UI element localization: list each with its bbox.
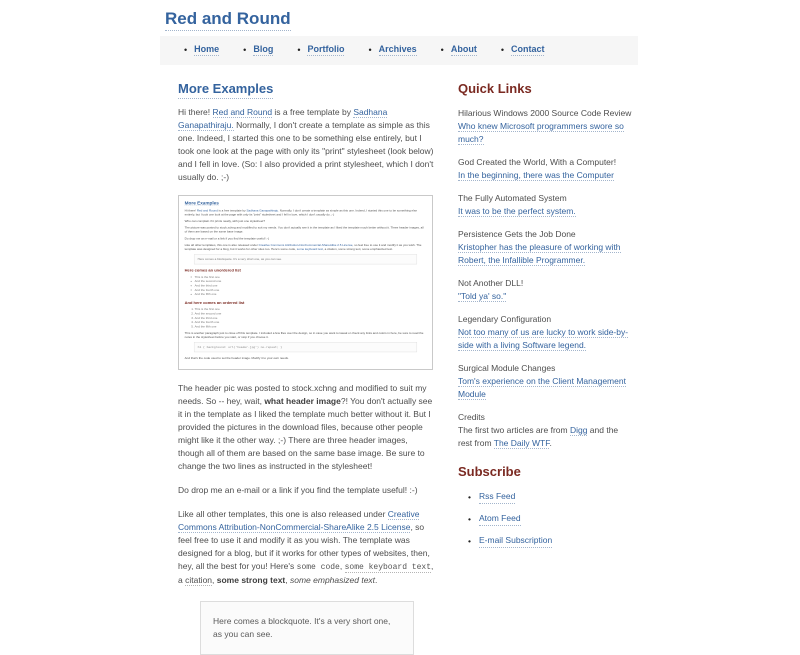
quick-link-item [458, 277, 632, 303]
quick-link-title: Hilarious Windows 2000 Source Code Review [458, 108, 632, 118]
nav-link-contact[interactable]: • Contact [510, 44, 545, 54]
email-paragraph: Do drop me an e-mail or a link if you find the template useful! :-) [178, 485, 418, 495]
nav-link-portfolio[interactable]: • Portfolio [307, 44, 345, 54]
quick-link-title: Surgical Module Changes [458, 363, 556, 373]
section-heading: More Examples [178, 81, 273, 99]
intro-text-3: Normally, I don't create a template as simple as this one. Indeed, I started this one to be something else entirely, but I took one look at the page with only its "print" stylesheet (look below) and I fell in love. (So: I also provided a print stylesheet, which I don't usually do. ;-) [178, 120, 434, 182]
thumbnail-link: Red and Round [196, 208, 218, 212]
quick-link-item [458, 156, 632, 182]
sample-kbd: some keyboard text [344, 563, 432, 572]
quick-link[interactable]: In the beginning, there was the Computer [458, 170, 614, 180]
subscribe-heading: Subscribe [458, 464, 521, 479]
nav-link-archives[interactable]: • Archives [378, 44, 417, 54]
thumbnail-ol-heading: And here comes an ordered list [184, 300, 245, 305]
quick-link-item [458, 362, 632, 401]
intro-paragraph [178, 106, 434, 184]
quick-link-title: Persistence Gets the Job Done [458, 229, 576, 239]
thumbnail-ordered-list [185, 307, 427, 329]
sample-emphasis: some emphasized text [290, 575, 376, 585]
credits-title: Credits [458, 412, 485, 422]
nav-list [184, 44, 628, 56]
quick-link[interactable]: Not too many of us are lucky to work side-by-side with a living Software legend. [458, 327, 629, 350]
quick-link[interactable]: Kristopher has the pleasure of working with Robert, the Infallible Programmer. [458, 242, 621, 265]
thumbnail-text: , a citation, some strong text, some emphasized text. [322, 247, 393, 251]
thumbnail-list-item: 2. And the second one [195, 312, 427, 316]
page-container [160, 0, 638, 655]
thumbnail-list-item: 3. And the third one [195, 316, 427, 320]
license-paragraph [178, 508, 434, 587]
sidebar [458, 81, 632, 655]
thumbnail-paragraph-5 [185, 243, 427, 251]
thumbnail-ul-heading: Here comes an unordered list [184, 267, 241, 273]
subscribe-list [458, 490, 632, 548]
thumbnail-mini-page [179, 196, 432, 370]
header-pic-text-1: The header pic was posted to stock.xchng and modified to suit my needs. So -- hey, wait, [178, 383, 427, 406]
license-text-2: , so feel free to use it and modify it as you wish. The template was designed for a blog, but if it works for other types of websites, then, hey, all the best for you! Here's [178, 522, 430, 571]
thumbnail-code-box: h1 { background: url('header.jpg') no-repeat; } [194, 342, 417, 352]
nav-item-portfolio [297, 44, 344, 56]
license-text-4: , a [178, 561, 434, 585]
thumbnail-text: Normally, I don't create a template as simple as this one. Indeed, I started this one to be something else entirely, but I took one look at the page with only its "print" stylesheet and I fell in love, which I don't usually do. ;-) [184, 208, 418, 216]
nav-link-blog[interactable]: • Blog [253, 44, 274, 54]
thumbnail-paragraph-7: And that's the code used to set the header image. Modify it to your own needs. [184, 356, 289, 360]
nav-link-home[interactable]: • Home [194, 44, 220, 54]
nav-item-contact [501, 44, 545, 56]
main-content [178, 81, 434, 655]
intro-text-2: is a free template by [272, 107, 354, 117]
thumbnail-blockquote: Here comes a blockquote. It's a very short one, as you can see. [194, 254, 417, 264]
thumbnail-link: Sadhana Ganapathiraju. [246, 208, 279, 212]
license-text-1: Like all other templates, this one is also released under [178, 509, 388, 519]
quick-link-title: God Created the World, With a Computer! [458, 157, 617, 167]
sample-citation: citation [185, 575, 213, 585]
site-header [165, 9, 638, 29]
red-and-round-link[interactable]: Red and Round [212, 107, 273, 117]
thumbnail-link: some keyboard text [296, 247, 323, 251]
nav-item-blog [243, 44, 273, 56]
quick-link[interactable]: "Told ya' so." [458, 291, 507, 301]
print-stylesheet-thumbnail [178, 195, 433, 370]
digg-link[interactable]: Digg [569, 425, 588, 435]
column-gap [434, 81, 458, 655]
thumbnail-paragraph-2: Who can complain if it prints neatly, with just one stylesheet? [184, 219, 266, 223]
thumbnail-text: , so feel free to use it and modify it as you wish. The template was designed for a blog, but it works for other sites too. Here's some code, [184, 243, 422, 251]
header-pic-text-2: ?! You don't actually see it in the template as I liked the template much better without it. But I provided the pictures in the download files, because other people might like it the other way. ;-) There are three header images, though all of them are based on the same base image. Be sure to change the two lines as instructed in the stylesheet! [178, 396, 433, 471]
license-text-6: , [285, 575, 290, 585]
intro-text-1: Hi there! [178, 107, 213, 117]
columns [160, 81, 638, 655]
quick-links-heading: Quick Links [458, 81, 532, 96]
creative-commons-link[interactable]: Creative Commons Attribution-NonCommercial-ShareAlike 2.5 License [178, 509, 420, 532]
site-title: Red and Round [165, 9, 291, 31]
thumbnail-list-item: • And the fourth one [195, 288, 427, 292]
thumbnail-list-item: • And the second one [195, 279, 427, 283]
thumbnail-list-item: 1. This is the first one [195, 307, 427, 311]
license-text-7: . [375, 575, 378, 585]
license-text-5: , [212, 575, 217, 585]
thumbnail-list-item: 5. And the fifth one [195, 324, 427, 328]
quick-link[interactable]: It was to be the perfect system. [458, 206, 576, 216]
quick-link-item [458, 228, 632, 267]
thumbnail-link: Creative Commons Attribution-NonCommercial-ShareAlike 2.5 License [258, 243, 353, 247]
sample-blockquote: Here comes a blockquote. It's a very short one, as you can see. [200, 601, 414, 655]
header-pic-paragraph [178, 382, 434, 473]
atom-feed-link[interactable]: • Atom Feed [479, 512, 521, 526]
nav-item-archives [368, 44, 416, 56]
nav-link-about[interactable]: • About [450, 44, 477, 54]
quick-link-item [458, 192, 632, 218]
thumbnail-list-item: • And the third one [195, 284, 427, 288]
sample-code: some code [296, 563, 340, 572]
quick-link-title: The Fully Automated System [458, 193, 567, 203]
sample-strong: some strong text [216, 575, 286, 585]
quick-link[interactable]: Who knew Microsoft programmers swore so much? [458, 121, 624, 144]
quick-link-item [458, 313, 632, 352]
thumbnail-paragraph-4: Do drop me an e-mail or a link if you find the template useful! :-) [184, 236, 270, 240]
credits-text-3: . [549, 438, 552, 448]
thumbnail-paragraph-1 [185, 208, 427, 216]
daily-wtf-link[interactable]: The Daily WTF [493, 438, 550, 448]
nav-item-home [184, 44, 219, 56]
credits-text-1: The first two articles are from [458, 425, 570, 435]
thumbnail-list-item: • And the fifth one [195, 292, 427, 296]
quick-link-title: Legendary Configuration [458, 314, 552, 324]
credits-item [458, 411, 632, 450]
thumbnail-paragraph-6: This is another paragraph just to close off this template. I included a few files over the design, so in case you want to tweak or check any links and colors in here, be sure to read the notes in the stylesheet before you start, or stop if you choose it. [184, 331, 424, 339]
thumbnail-text: Like all other templates, this one is also released under [184, 243, 259, 247]
section-heading-wrap [178, 81, 434, 96]
quick-link-item [458, 107, 632, 146]
thumbnail-heading: More Examples [184, 200, 219, 206]
license-text-3: , [339, 561, 345, 571]
subscribe-item-email [468, 534, 632, 548]
credits-text-2: and the rest from [458, 425, 619, 448]
thumbnail-paragraph-3: The picture was posted to stock.xchng and modified to suit my needs. You don't actually see it in the template as I liked the template much better without it. Three header images, all of them are based on the same base image. [184, 225, 424, 234]
subscribe-item-rss [468, 490, 632, 504]
thumbnail-list-item: 4. And the fourth one [195, 320, 427, 324]
author-link[interactable]: Sadhana Ganapathiraju. [178, 107, 388, 130]
email-subscription-link[interactable]: • E-mail Subscription [479, 534, 552, 548]
thumbnail-list-item: • This is the first one [195, 275, 427, 279]
main-nav [160, 36, 638, 65]
nav-item-about [441, 44, 477, 56]
thumbnail-text: Hi there! [184, 208, 197, 212]
rss-feed-link[interactable]: • Rss Feed [479, 490, 515, 504]
quick-link[interactable]: Tom's experience on the Client Management Module [458, 376, 626, 399]
thumbnail-unordered-list [185, 275, 427, 297]
subscribe-item-atom [468, 512, 632, 526]
quick-link-title: Not Another DLL! [458, 278, 524, 288]
thumbnail-text: is a free template by [217, 208, 247, 212]
what-header-image-bold: what header image [264, 396, 341, 406]
